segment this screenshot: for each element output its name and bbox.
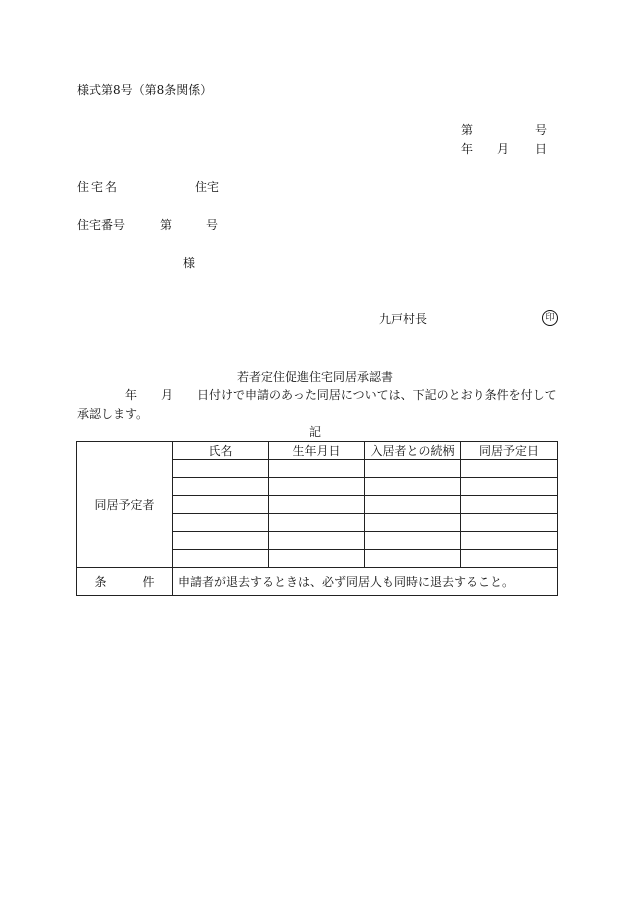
- condition-label: 条 件: [77, 568, 173, 596]
- header-move-in-date: 同居予定日: [461, 442, 558, 460]
- issuer-title: 九戸村長: [379, 312, 428, 326]
- doc-number-suffix: 号: [535, 123, 548, 137]
- house-number-suffix: 号: [206, 218, 219, 232]
- recipient-honorific: 様: [183, 256, 196, 270]
- header-name: 氏名: [173, 442, 269, 460]
- body-line-2: 承認します。: [77, 407, 149, 421]
- seal-mark: 印: [542, 310, 558, 326]
- ki-heading: 記: [308, 425, 321, 439]
- header-birthdate: 生年月日: [269, 442, 365, 460]
- document-title: 若者定住促進住宅同居承認書: [236, 370, 393, 384]
- body-year: 年: [125, 388, 138, 402]
- doc-date-year: 年: [461, 142, 474, 156]
- house-number-label: 住宅番号: [77, 218, 126, 232]
- house-number-prefix: 第: [160, 218, 173, 232]
- cohabitant-table: [76, 441, 558, 596]
- cohabitant-label: 同居予定者: [77, 442, 173, 568]
- house-name-label: 住宅名: [77, 180, 120, 194]
- condition-text: 申請者が退去するときは、必ず同居人も同時に退去すること。: [173, 568, 558, 596]
- doc-date-day: 日: [535, 142, 548, 156]
- house-name-suffix: 住宅: [195, 180, 220, 194]
- header-relationship: 入居者との続柄: [365, 442, 461, 460]
- body-text: 日付けで申請のあった同居については、下記のとおり条件を付して: [197, 388, 557, 402]
- doc-number-prefix: 第: [461, 123, 474, 137]
- condition-row: [77, 568, 558, 596]
- table-header-row: [77, 442, 558, 460]
- body-month: 月: [161, 388, 174, 402]
- form-number: 様式第8号（第8条関係）: [77, 83, 213, 97]
- doc-date-month: 月: [497, 142, 510, 156]
